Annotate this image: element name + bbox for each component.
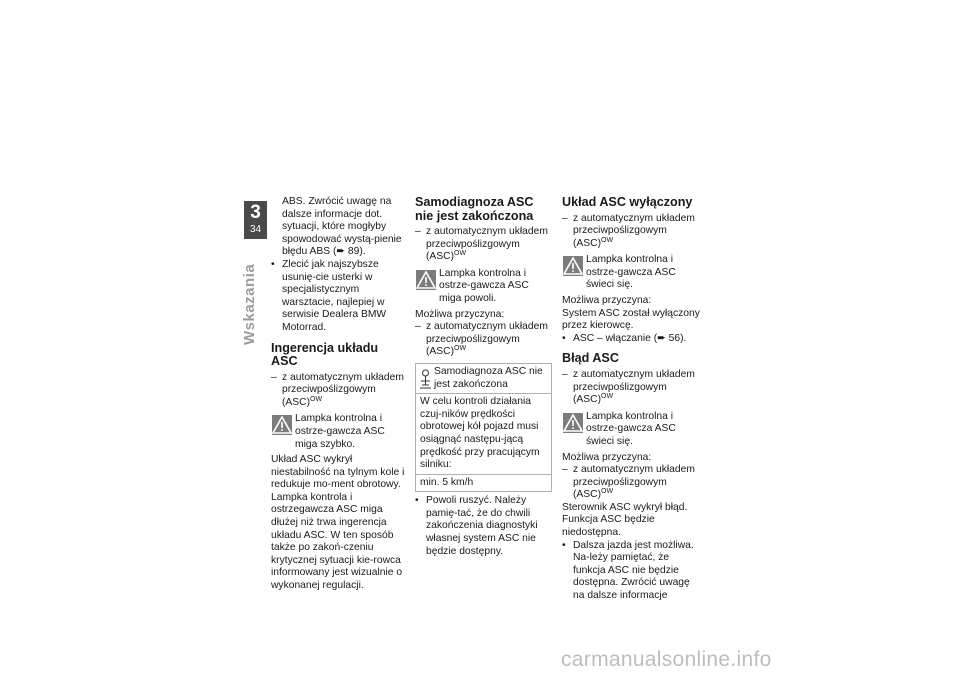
warning-note — [562, 254, 700, 292]
diagnosis-table — [415, 363, 552, 492]
cause-label: Możliwa przyczyna: — [562, 295, 652, 307]
table-header-cell — [416, 363, 552, 393]
bullet-item: • Zlecić jak najszybsze usunię-cie usterki w specjalistycznym warsztacie, najlepiej w serwisie Dealera BMW Motorrad. — [271, 258, 387, 333]
warning-note — [415, 268, 551, 306]
section-heading: Błąd ASC — [562, 351, 619, 366]
warning-triangle-icon — [563, 413, 583, 433]
watermark-text: carmanualsonline.info — [561, 648, 772, 671]
bullet-text: Powoli ruszyć. Należy pamię-tać, że do chwili zakończenia diagnostyki własnej system ASC nie będzie dostępny. — [426, 495, 538, 557]
chapter-number: 3 — [250, 202, 261, 223]
warning-text: Lampka kontrolna i ostrze-gawcza ASC miga szybko. — [295, 413, 385, 450]
section-heading: Samodiagnoza ASC nie jest zakończona — [415, 195, 534, 223]
dash-item: – z automatycznym układem przeciwpoślizgowym (ASC)$^{OW}$ — [271, 371, 404, 408]
bullet-item: • Powoli ruszyć. Należy pamię-tać, że do chwili zakończenia diagnostyki własnej system ASC nie będzie dostępny. — [415, 495, 538, 557]
dash-text: z automatycznym układem przeciwpoślizgowym (ASC) — [426, 226, 548, 263]
warning-text: Lampka kontrolna i ostrze-gawcza ASC świeci się. — [586, 254, 676, 291]
option-superscript: OW — [601, 393, 614, 401]
option-superscript: OW — [310, 395, 323, 403]
continuation-text: ABS. Zwrócić uwagę na dalsze informacje dot. sytuacji, które mogłyby spowodować wystą-pienie błędu ABS (➨ 89). — [282, 196, 402, 258]
paragraph: Sterownik ASC wykrył błąd. Funkcja ASC będzie niedostępna. — [562, 501, 688, 539]
bullet-text: ASC – włączanie (➨ 56). — [573, 332, 687, 344]
dash-item: – z automatycznym układem przeciwpoślizgowym (ASC)$^{OW}$ — [562, 368, 695, 406]
dash-text: z automatycznym układem przeciwpoślizgowym (ASC) — [573, 368, 695, 406]
chapter-title: Wskazania — [241, 263, 258, 345]
warning-text: Lampka kontrolna i ostrze-gawcza ASC miga powoli. — [439, 267, 529, 304]
dash-item: – z automatycznym układem przeciwpoślizgowym (ASC)$^{OW}$ — [415, 321, 548, 358]
column-2 — [415, 196, 551, 558]
warning-text: Lampka kontrolna i ostrze-gawcza ASC świeci się. — [586, 410, 676, 447]
bullet-item: • Dalsza jazda jest możliwa. Na-leży pamiętać, że funkcja ASC nie będzie dostępna. Zwrócić uwagę na dalsze informacje — [562, 539, 694, 602]
dash-item: – z automatycznym układem przeciwpoślizgowym (ASC)$^{OW}$ — [562, 464, 695, 501]
dash-text: z automatycznym układem przeciwpoślizgowym (ASC) — [426, 321, 548, 358]
table-value-cell: min. 5 km/h — [416, 474, 552, 492]
dash-item: – z automatycznym układem przeciwpoślizgowym (ASC)$^{OW}$ — [415, 226, 548, 263]
option-superscript: OW — [601, 488, 614, 496]
dash-text: z automatycznym układem przeciwpoślizgowym (ASC) — [573, 212, 695, 249]
table-body-cell: W celu kontroli działania czuj-ników prędkości obrotowej kół pojazd musi osiągnąć następu-jącą prędkość przy pracującym silniku: — [416, 394, 552, 475]
chapter-marker — [244, 201, 267, 239]
dash-text: z automatycznym układem przeciwpoślizgowym (ASC) — [573, 464, 695, 501]
dash-item: – z automatycznym układem przeciwpoślizgowym (ASC)$^{OW}$ — [562, 212, 695, 249]
paragraph: Układ ASC wykrył niestabilność na tylnym kole i redukuje mo-ment obrotowy. Lampka kontrola i ostrzegawcza ASC miga dłużej niż trwa ingerencja układu ASC. W ten sposób także po zakoń-czeniu krytycznej sytuacji kie-rowca informowany jest wizualnie o wykonanej regulacji. — [271, 454, 405, 592]
table-header-text: Samodiagnoza ASC nie jest zakończona — [434, 365, 543, 390]
bullet-text: Dalsza jazda jest możliwa. Na-leży pamiętać, że funkcja ASC nie będzie dostępna. Zwrócić uwagę na dalsze informacje — [573, 539, 694, 602]
section-heading: Ingerencja układu ASC — [271, 340, 379, 369]
bullet-item: • ASC – włączanie (➨ 56). — [562, 332, 687, 344]
dash-text: z automatycznym układem przeciwpoślizgowym (ASC) — [282, 371, 404, 408]
cause-label: Możliwa przyczyna: — [562, 451, 652, 463]
warning-note — [271, 413, 407, 451]
warning-triangle-icon — [272, 415, 292, 435]
page-number: 34 — [249, 224, 262, 235]
warning-note — [562, 411, 700, 449]
paragraph: System ASC został wyłączony przez kierowcę. — [562, 307, 700, 332]
option-superscript: OW — [454, 250, 467, 258]
column-1 — [271, 196, 407, 593]
cause-label: Możliwa przyczyna: — [415, 308, 505, 320]
warning-triangle-icon — [563, 256, 583, 276]
warning-triangle-icon — [416, 270, 436, 290]
option-superscript: OW — [601, 236, 614, 244]
bullet-text: Zlecić jak najszybsze usunię-cie usterki w specjalistycznym warsztacie, najlepiej w serwisie Dealera BMW Motorrad. — [282, 258, 387, 333]
section-heading: Układ ASC wyłączony — [562, 195, 693, 209]
option-superscript: OW — [454, 345, 467, 353]
asc-diagnosis-icon — [419, 368, 432, 392]
column-3 — [562, 196, 700, 603]
